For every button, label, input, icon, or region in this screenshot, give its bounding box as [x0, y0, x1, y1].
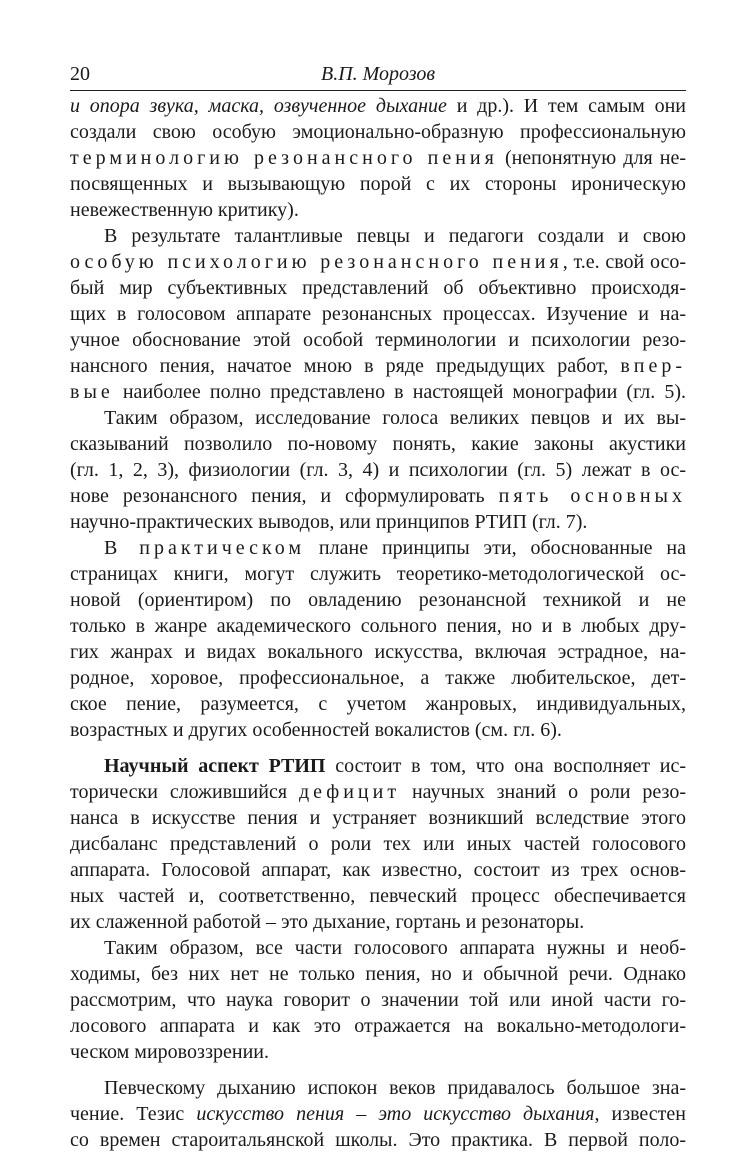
page-number: 20	[70, 63, 90, 85]
text-line: Научный аспект РТИП состоит в том, что она восполняет ис-	[104, 755, 686, 777]
running-header	[70, 60, 686, 91]
text-line: учное обоснование этой особой терминологии и психологии резо-	[70, 329, 686, 351]
text-line: чение. Тезис искусство пения – это искусство дыхания, известен	[70, 1103, 686, 1125]
text-line: Таким образом, исследование голоса великих певцов и их вы-	[104, 407, 686, 429]
running-head-author: В.П. Морозов	[321, 63, 435, 85]
paragraph-gap	[70, 1065, 686, 1075]
text-line: особую психологию резонансного пения, т.е. свой осо-	[70, 251, 686, 273]
text-line: торически сложившийся дефицит научных знаний о роли резо-	[70, 781, 686, 803]
paragraph-3	[70, 405, 686, 535]
text-line: ское пение, разумеется, с учетом жанровых, индивидуальных,	[70, 693, 686, 715]
text-line: нанса в искусстве пения и устраняет возникший вследствие этого	[70, 807, 686, 829]
text-line: Певческому дыханию испокон веков придавалось большое зна-	[104, 1077, 686, 1099]
text-line: ходимы, без них нет не только пения, но и обычной речи. Однако	[70, 963, 686, 985]
text-line: со времен староитальянской школы. Это практика. В первой поло-	[70, 1129, 686, 1151]
text-line: вые наиболее полно представлено в настоящей монографии (гл. 5).	[70, 381, 686, 403]
text-line: ных частей и, соответственно, певческий процесс обеспечивается	[70, 885, 686, 907]
text-line: создали свою особую эмоционально-образную профессиональную	[70, 121, 686, 143]
text-line: родное, хоровое, профессиональное, а также любительское, дет-	[70, 667, 686, 689]
paragraph-5	[70, 753, 686, 935]
text-line: Таким образом, все части голосового аппарата нужны и необ-	[104, 937, 686, 959]
text-line: бый мир субъективных представлений об объективно происходя-	[70, 277, 686, 299]
paragraph-4	[70, 535, 686, 743]
text-line: страницах книги, могут служить теоретико-методологической ос-	[70, 563, 686, 585]
text-line: научно-практических выводов, или принципов РТИП (гл. 7).	[70, 511, 588, 533]
text-line: невежественную критику).	[70, 199, 299, 221]
text-line: аппарата. Голосовой аппарат, как известно, состоит из трех основ-	[70, 859, 686, 881]
text-line: лосового аппарата и как это отражается на вокально-методологи-	[70, 1015, 686, 1037]
text-line: только в жанре академического сольного пения, но и в любых дру-	[70, 615, 686, 637]
body-text	[70, 93, 686, 1153]
paragraph-6	[70, 935, 686, 1065]
text-line: нансного пения, начатое мною в ряде предыдущих работ, впер-	[70, 355, 686, 377]
text-line: новой (ориентиром) по овладению резонансной техникой и не	[70, 589, 686, 611]
text-line: возрастных и других особенностей вокалистов (см. гл. 6).	[70, 719, 562, 741]
text-line: (гл. 1, 2, 3), физиологии (гл. 3, 4) и психологии (гл. 5) лежат в ос-	[70, 459, 686, 481]
text-line: ческом мировоззрении.	[70, 1041, 269, 1063]
text-line: посвященных и вызывающую порой с их стороны ироническую	[70, 173, 686, 195]
paragraph-2	[70, 223, 686, 405]
paragraph-7	[70, 1075, 686, 1153]
text-line: их слаженной работой – это дыхание, гортань и резонаторы.	[70, 911, 585, 933]
text-line: нове резонансного пения, и сформулировать пять основных	[70, 485, 686, 507]
text-line: В результате талантливые певцы и педагоги создали и свою	[104, 225, 686, 247]
text-line: дисбаланс представлений о роли тех или иных частей голосового	[70, 833, 686, 855]
text-line: и опора звука, маска, озвученное дыхание и др.). И тем самым они	[70, 95, 686, 117]
text-line: В практическом плане принципы эти, обоснованные на	[104, 537, 686, 559]
text-line: щих в голосовом аппарате резонансных процессах. Изучение и на-	[70, 303, 686, 325]
text-line: сказываний позволило по-новому понять, какие законы акустики	[70, 433, 686, 455]
paragraph-1	[70, 93, 686, 223]
section-gap	[70, 743, 686, 753]
text-line: рассмотрим, что наука говорит о значении той или иной части го-	[70, 989, 686, 1011]
text-line: терминологию резонансного пения (непонятную для не-	[70, 147, 686, 169]
text-line: гих жанрах и видах вокального искусства, включая эстрадное, на-	[70, 641, 686, 663]
